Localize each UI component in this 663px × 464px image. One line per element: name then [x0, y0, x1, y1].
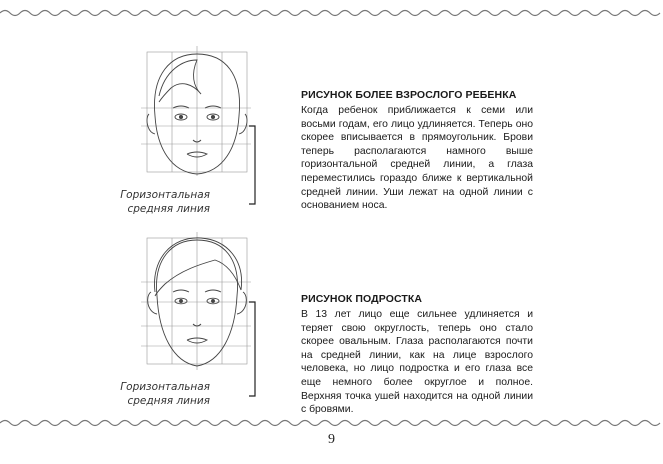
figure-caption: Горизонтальная средняя линия [120, 189, 210, 215]
figure-caption: Горизонтальная средняя линия [120, 381, 210, 407]
top-wave-border [0, 6, 663, 20]
midline-bracket [249, 126, 255, 204]
section-older-child [301, 89, 533, 213]
section-heading: РИСУНОК БОЛЕЕ ВЗРОСЛОГО РЕБЕНКА [301, 89, 517, 101]
section-teenager [301, 293, 533, 417]
section-body: В 13 лет лицо еще сильнее удлиняется и теряет свою округлость, теперь оно стало скорее овальным. Глаза располагаются почти на средней линии, как на лице взрослого человека, но лицо подростка и его глаза все еще немного более округлое и полное. Верхняя точка ушей находится на одной линии с бровями. [301, 309, 533, 416]
child-face-drawing [131, 44, 273, 209]
section-body: Когда ребенок приближается к семи или восьми годам, его лицо удлиняется. Теперь оно скорее вписывается в прямоугольник. Брови теперь располагаются намного выше горизонтальной средней линии, а глаза переместились гораздо ближе к вертикальной средней линии. Уши лежат на одной линии с основанием носа. [301, 105, 533, 212]
midline-bracket [249, 302, 255, 396]
teen-face-drawing [131, 230, 273, 402]
section-heading: РИСУНОК ПОДРОСТКА [301, 293, 423, 305]
teen-face-figure [131, 230, 273, 402]
page-number: 9 [328, 432, 335, 447]
bottom-wave-border [0, 416, 663, 430]
child-face-figure [131, 44, 273, 209]
